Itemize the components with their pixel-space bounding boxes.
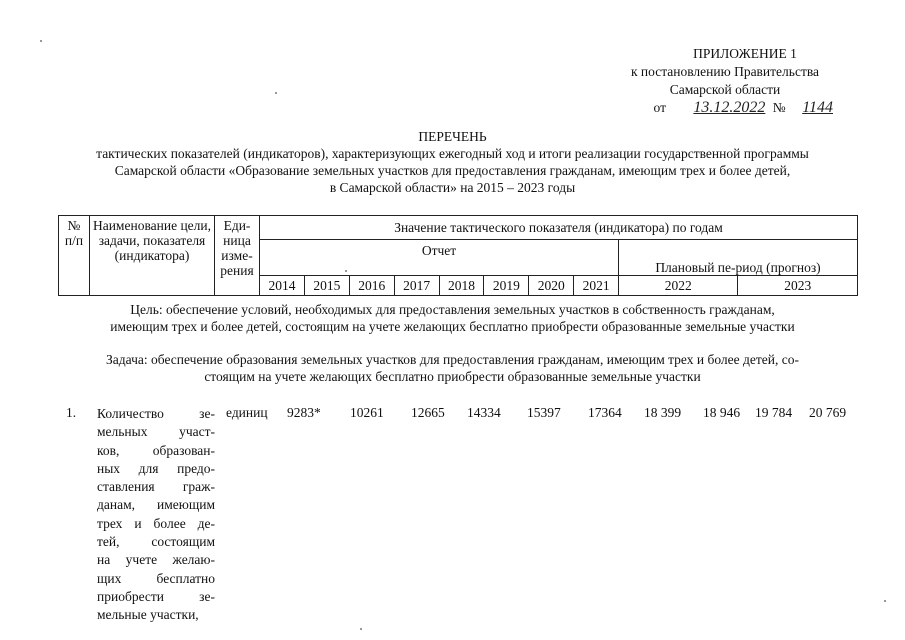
col-name-header: Наименование цели, задачи, показателя (индикатора) xyxy=(90,216,215,296)
year-cell: 2018 xyxy=(439,276,484,296)
appendix-line1: к постановлению Правительства xyxy=(630,64,820,79)
value-cell: 15397 xyxy=(527,405,561,420)
desc-line: ных для предо- xyxy=(97,460,215,476)
from-label: от xyxy=(653,100,666,115)
handwritten-number: 1144 xyxy=(802,99,833,116)
indicators-table-header xyxy=(58,215,858,296)
desc-line: приобрести зе- xyxy=(97,588,215,604)
task-line1: Задача: обеспечение образования земельных участков для предоставления гражданам, имеющим трех и более детей, со- xyxy=(106,352,799,367)
scan-speck xyxy=(884,600,886,602)
year-cell: 2023 xyxy=(738,276,858,296)
value-cell: 20 769 xyxy=(809,405,847,420)
desc-line: мельных участ- xyxy=(97,424,215,440)
year-cell: 2017 xyxy=(394,276,439,296)
heading-line3: в Самарской области» на 2015 – 2023 годы xyxy=(329,180,576,195)
scan-speck xyxy=(275,92,277,94)
task-line2: стоящим на учете желающих бесплатно приобрести образованные земельные участки xyxy=(204,369,701,384)
desc-line: щих бесплатно xyxy=(97,570,215,586)
number-label: № xyxy=(772,100,786,115)
desc-line: Количество зе- xyxy=(97,406,215,421)
value-cell: 17364 xyxy=(588,405,622,420)
value-cell: 9283* xyxy=(287,405,321,420)
year-cell: 2014 xyxy=(260,276,305,296)
year-cell: 2020 xyxy=(529,276,574,296)
heading-line2: Самарской области «Образование земельных участков для предоставления гражданам, имеющим трех и более детей, xyxy=(114,163,791,178)
year-cell: 2019 xyxy=(484,276,529,296)
document-heading xyxy=(0,128,905,196)
heading-title: ПЕРЕЧЕНЬ xyxy=(418,129,487,144)
value-cell: 19 784 xyxy=(755,405,793,420)
value-cell: 14334 xyxy=(467,405,501,420)
value-cell: 12665 xyxy=(411,405,445,420)
scan-speck xyxy=(360,628,362,630)
year-cell: 2021 xyxy=(574,276,619,296)
row-description xyxy=(97,405,215,625)
scan-speck xyxy=(345,270,347,272)
goal-line1: Цель: обеспечение условий, необходимых для предоставления земельных участков в собственность гражданам, xyxy=(130,302,775,317)
year-cell: 2015 xyxy=(304,276,349,296)
year-cell: 2022 xyxy=(619,276,738,296)
col-unit-header: Еди-ница изме-рения xyxy=(215,216,260,296)
appendix-ref xyxy=(605,99,845,117)
appendix-line2: Самарской области xyxy=(669,82,781,97)
value-cell: 18 399 xyxy=(644,405,682,420)
desc-line: тей, состоящим xyxy=(97,534,215,550)
values-title-header: Значение тактического показателя (индикатора) по годам xyxy=(260,216,858,240)
desc-line: ков, образован- xyxy=(97,442,215,458)
appendix-title: ПРИЛОЖЕНИЕ 1 xyxy=(693,46,797,61)
value-cell: 18 946 xyxy=(703,405,741,420)
handwritten-date: 13.12.2022 xyxy=(693,99,766,116)
plan-header: Плановый пе-риод (прогноз) xyxy=(619,240,858,276)
desc-line: мельные участки, xyxy=(97,607,199,623)
col-number-header: № п/п xyxy=(59,216,90,296)
task-text xyxy=(0,351,905,385)
desc-line: на учете желаю- xyxy=(97,552,215,568)
scan-speck xyxy=(40,40,42,42)
report-header: Отчет xyxy=(260,240,619,276)
row-number: 1. xyxy=(66,405,77,420)
year-cell: 2016 xyxy=(349,276,394,296)
goal-text xyxy=(0,301,905,335)
heading-line1: тактических показателей (индикаторов), характеризующих ежегодный ход и итоги реализации государственной программы xyxy=(96,146,809,161)
desc-line: ставления граж- xyxy=(97,479,215,495)
desc-line: данам, имеющим xyxy=(97,497,215,513)
appendix-block xyxy=(605,45,845,117)
row-unit: единиц xyxy=(226,405,268,420)
value-cell: 10261 xyxy=(350,405,384,420)
desc-line: трех и более де- xyxy=(97,515,215,531)
goal-line2: имеющим трех и более детей, состоящим на учете желающих бесплатно приобрести образованные земельные участки xyxy=(110,319,795,334)
